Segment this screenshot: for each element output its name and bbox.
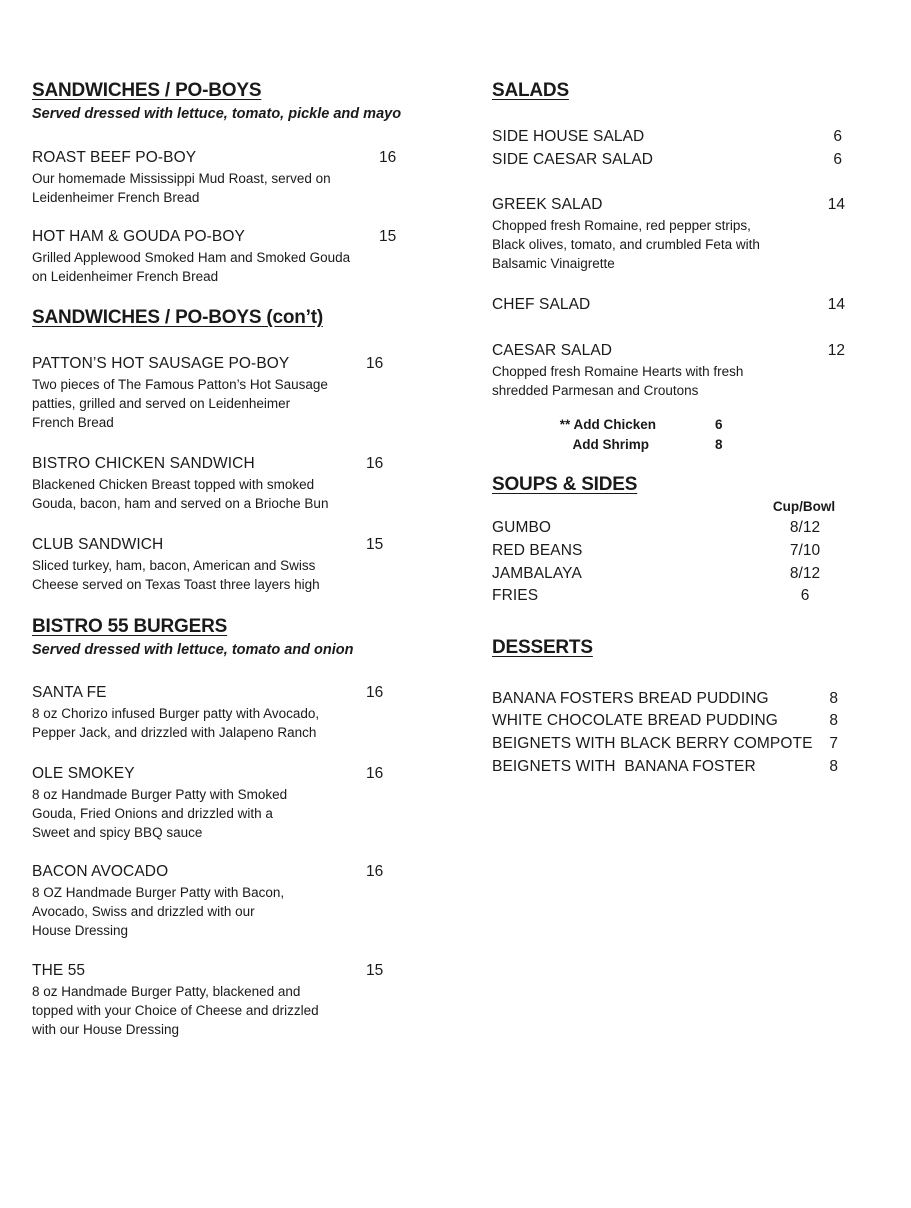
addon-price: 6 xyxy=(715,417,723,432)
addon-label: ** Add Chicken xyxy=(559,417,656,432)
menu-item-name: JAMBALAYA xyxy=(492,565,582,582)
menu-item-price: 15 xyxy=(379,228,397,245)
menu-item-price: 8/12 xyxy=(789,519,821,536)
section-subheading-sandwiches: Served dressed with lettuce, tomato, pickle and mayo xyxy=(32,106,402,122)
menu-item-desc-line: Sliced turkey, ham, bacon, American and Swiss xyxy=(32,558,316,573)
menu-item-price: 16 xyxy=(366,355,384,372)
cup-bowl-header: Cup/Bowl xyxy=(772,499,836,514)
menu-item-desc-line: on Leidenheimer French Bread xyxy=(32,269,219,284)
menu-item-name: BACON AVOCADO xyxy=(32,863,169,880)
menu-item xyxy=(32,149,402,207)
menu-item-name: HOT HAM & GOUDA PO-BOY xyxy=(32,228,245,245)
section-subheading-burgers: Served dressed with lettuce, tomato and onion xyxy=(32,642,354,658)
menu-item-name: BISTRO CHICKEN SANDWICH xyxy=(32,455,255,472)
menu-item-price: 16 xyxy=(366,455,384,472)
menu-item-name: OLE SMOKEY xyxy=(32,765,135,782)
menu-item-name: CLUB SANDWICH xyxy=(32,536,164,553)
menu-item-desc-line: Leidenheimer French Bread xyxy=(32,190,200,205)
menu-item-desc-line: French Bread xyxy=(32,415,114,430)
menu-item-desc-line: Gouda, bacon, ham and served on a Brioche Bun xyxy=(32,496,329,511)
menu-item xyxy=(32,355,402,432)
menu-item-desc-line: Avocado, Swiss and drizzled with our xyxy=(32,904,255,919)
menu-item-name: SIDE HOUSE SALAD xyxy=(492,128,645,145)
menu-item-price: 7/10 xyxy=(789,542,821,559)
menu-item-desc-line: Blackened Chicken Breast topped with smoked xyxy=(32,477,315,492)
menu-item-name: GREEK SALAD xyxy=(492,196,603,213)
section-heading-salads: SALADS xyxy=(492,80,569,101)
menu-item-price: 14 xyxy=(827,196,845,213)
menu-item-name: BANANA FOSTERS BREAD PUDDING xyxy=(492,690,769,707)
menu-item-desc-line: 8 OZ Handmade Burger Patty with Bacon, xyxy=(32,885,285,900)
menu-item-desc-line: Pepper Jack, and drizzled with Jalapeno Ranch xyxy=(32,725,317,740)
menu-item xyxy=(32,455,402,513)
menu-item-desc-line: Sweet and spicy BBQ sauce xyxy=(32,825,203,840)
menu-item-desc-line: shredded Parmesan and Croutons xyxy=(492,383,699,398)
menu-item-price: 14 xyxy=(827,296,845,313)
menu-item-price: 15 xyxy=(366,962,384,979)
menu-item-price: 12 xyxy=(827,342,845,359)
menu-item-desc-line: 8 oz Chorizo infused Burger patty with Avocado, xyxy=(32,706,320,721)
menu-item xyxy=(492,196,812,273)
menu-item-name: FRIES xyxy=(492,587,539,604)
menu-item xyxy=(32,536,402,594)
menu-item-name: WHITE CHOCOLATE BREAD PUDDING xyxy=(492,712,778,729)
menu-item-name: SIDE CAESAR SALAD xyxy=(492,151,654,168)
menu-item-desc-line: Chopped fresh Romaine Hearts with fresh xyxy=(492,364,744,379)
menu-item-price: 16 xyxy=(379,149,397,166)
menu-item-desc-line: Balsamic Vinaigrette xyxy=(492,256,615,271)
menu-item-name: GUMBO xyxy=(492,519,552,536)
section-heading-burgers: BISTRO 55 BURGERS xyxy=(32,616,228,637)
menu-item-desc-line: Gouda, Fried Onions and drizzled with a xyxy=(32,806,273,821)
menu-item-price: 6 xyxy=(833,151,842,168)
menu-item-desc-line: Chopped fresh Romaine, red pepper strips, xyxy=(492,218,751,233)
menu-item-price: 7 xyxy=(829,735,838,752)
menu-item-price: 6 xyxy=(800,587,810,604)
menu-item-desc-line: Black olives, tomato, and crumbled Feta with xyxy=(492,237,760,252)
menu-item-name: CAESAR SALAD xyxy=(492,342,613,359)
menu-item-desc-line: Our homemade Mississippi Mud Roast, served on xyxy=(32,171,331,186)
menu-item xyxy=(32,228,402,286)
section-heading-desserts: DESSERTS xyxy=(492,637,593,658)
menu-item-price: 8 xyxy=(829,758,838,775)
addon-price: 8 xyxy=(715,437,723,452)
menu-item-name: RED BEANS xyxy=(492,542,583,559)
menu-item-desc-line: House Dressing xyxy=(32,923,129,938)
menu-item-name: SANTA FE xyxy=(32,684,107,701)
menu-item-desc-line: with our House Dressing xyxy=(32,1022,180,1037)
menu-item-price: 16 xyxy=(366,765,384,782)
menu-item-price: 16 xyxy=(366,684,384,701)
menu-item-desc-line: Cheese served on Texas Toast three layers high xyxy=(32,577,320,592)
menu-item-name: ROAST BEEF PO-BOY xyxy=(32,149,197,166)
menu-item-desc-line: patties, grilled and served on Leidenheimer xyxy=(32,396,291,411)
menu-item-name: PATTON’S HOT SAUSAGE PO-BOY xyxy=(32,355,290,372)
section-heading-sandwiches-cont: SANDWICHES / PO-BOYS (con’t) xyxy=(32,307,324,328)
menu-item-price: 16 xyxy=(366,863,384,880)
section-heading-sandwiches: SANDWICHES / PO-BOYS xyxy=(32,80,262,101)
menu-item-price: 15 xyxy=(366,536,384,553)
menu-item-desc-line: 8 oz Handmade Burger Patty, blackened and xyxy=(32,984,301,999)
menu-item-price: 8/12 xyxy=(789,565,821,582)
menu-item xyxy=(32,962,402,1039)
menu-item-name: BEIGNETS WITH BLACK BERRY COMPOTE xyxy=(492,735,813,752)
addon-label: Add Shrimp xyxy=(572,437,649,452)
section-heading-soups: SOUPS & SIDES xyxy=(492,474,638,495)
menu-item xyxy=(32,863,402,940)
menu-item-price: 8 xyxy=(829,712,838,729)
menu-item-price: 6 xyxy=(833,128,842,145)
menu-item xyxy=(32,684,402,742)
menu-item-name: CHEF SALAD xyxy=(492,296,591,313)
menu-item-desc-line: topped with your Choice of Cheese and drizzled xyxy=(32,1003,319,1018)
menu-item-desc-line: 8 oz Handmade Burger Patty with Smoked xyxy=(32,787,288,802)
menu-item xyxy=(32,765,402,842)
menu-item-name: BEIGNETS WITH BANANA FOSTER xyxy=(492,758,756,775)
menu-item-desc-line: Two pieces of The Famous Patton’s Hot Sausage xyxy=(32,377,328,392)
menu-item-desc-line: Grilled Applewood Smoked Ham and Smoked Gouda xyxy=(32,250,351,265)
menu-item-name: THE 55 xyxy=(32,962,86,979)
menu-item-price: 8 xyxy=(829,690,838,707)
menu-item xyxy=(492,342,812,400)
